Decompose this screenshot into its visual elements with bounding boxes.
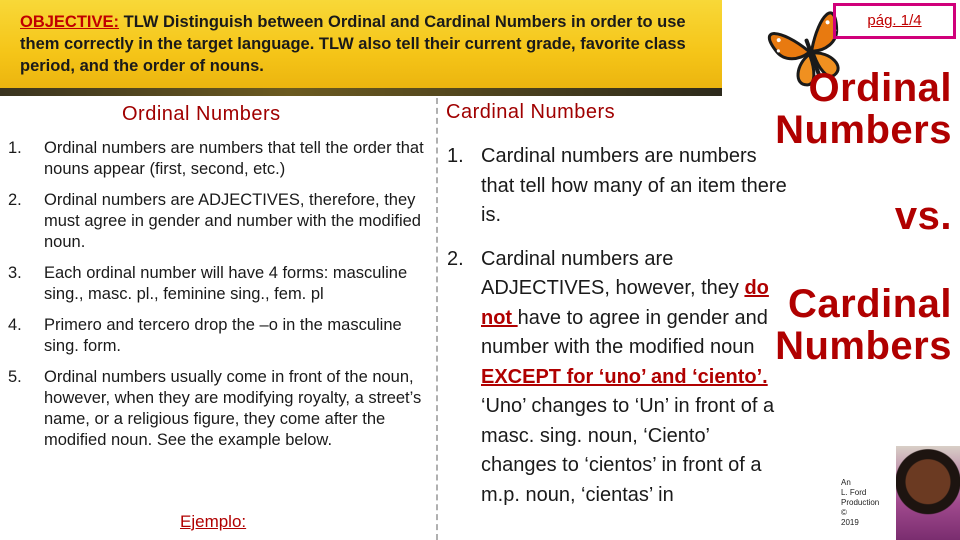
objective-body: TLW Distinguish between Ordinal and Cardinal Numbers in order to use them correctly in the target language. TLW also tell their current grade, favorite class period, and the order of nouns. bbox=[20, 13, 686, 75]
title-numbers-2: Numbers bbox=[775, 324, 952, 368]
example-label: Ejemplo: bbox=[180, 512, 247, 531]
page-number: pág. 1/4 bbox=[867, 12, 922, 29]
banner-strip bbox=[0, 88, 722, 96]
list-item: 1. Ordinal numbers are numbers that tell the order that nouns appear (first, second, etc.) bbox=[8, 139, 424, 178]
title-cardinal: Cardinal bbox=[787, 282, 952, 326]
list-item: 3. Each ordinal number will have 4 forms: masculine sing., masc. pl., feminine sing., fem. pl bbox=[8, 264, 408, 303]
objective-banner bbox=[0, 0, 722, 96]
title-numbers-1: Numbers bbox=[775, 108, 952, 152]
list-item: 5. Ordinal numbers usually come in front of the noun, however, when they are modifying royalty, a street’s name, or a religious figure, they come after the modified noun. See the example below. bbox=[8, 368, 422, 449]
list-item: 2. Cardinal numbers are ADJECTIVES, however, they do not have to agree in gender and number with the modified noun EXCEPT for ‘uno’ and ‘ciento’. ‘Uno’ changes to ‘Un’ in front of a masc. sing. noun, ‘Ciento’ changes to ‘cientos’ in front of a m.p. noun, ‘cientas’ in bbox=[447, 247, 775, 506]
objective-label: OBJECTIVE: bbox=[20, 13, 120, 31]
objective-text bbox=[20, 11, 710, 77]
list-item: 4. Primero and tercero drop the –o in the masculine sing. form. bbox=[8, 316, 402, 355]
cardinal-heading: Cardinal Numbers bbox=[446, 101, 616, 123]
title-ordinal: Ordinal bbox=[808, 66, 952, 110]
list-item: 1. Cardinal numbers are numbers that tell how many of an item there is. bbox=[447, 145, 787, 226]
cardinal-rules-list bbox=[447, 142, 787, 524]
do-not-emphasis: do not bbox=[481, 277, 769, 329]
list-item: 2. Ordinal numbers are ADJECTIVES, therefore, they must agree in gender and number with the modified noun. bbox=[8, 191, 421, 251]
ordinal-rules-list bbox=[8, 138, 428, 461]
title-vs: vs. bbox=[894, 194, 952, 238]
ordinal-heading: Ordinal Numbers bbox=[122, 103, 281, 125]
column-divider bbox=[436, 98, 438, 540]
page-number-box bbox=[833, 3, 956, 39]
production-credit: An L. Ford Production © 2019 bbox=[841, 478, 880, 527]
except-emphasis: EXCEPT for ‘uno’ and ‘ciento’. bbox=[481, 365, 768, 388]
author-photo bbox=[896, 446, 960, 540]
